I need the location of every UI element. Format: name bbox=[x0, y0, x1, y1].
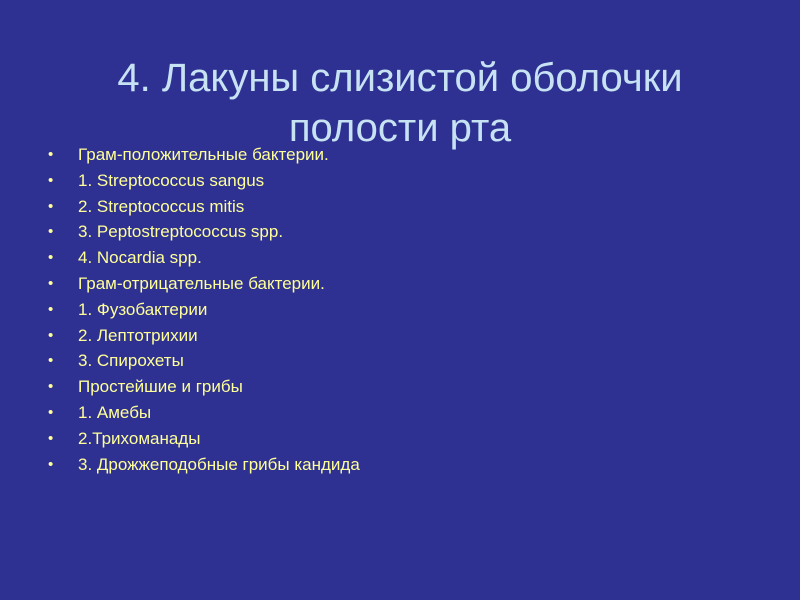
list-item bbox=[48, 245, 360, 271]
list-item bbox=[48, 142, 360, 168]
title-line-1: 4. Лакуны слизистой оболочки bbox=[117, 55, 683, 100]
list-item-text: 3. Peptostreptococcus spp. bbox=[78, 222, 284, 242]
list-item bbox=[48, 168, 360, 194]
bullet-icon: • bbox=[48, 171, 54, 189]
list-item bbox=[48, 194, 360, 220]
bullet-icon: • bbox=[48, 429, 54, 447]
list-item-text: 1. Streptococcus sangus bbox=[78, 170, 265, 190]
list-item-text: 3. Спирохеты bbox=[78, 351, 184, 371]
list-item-text: 3. Дрожжеподобные грибы кандида bbox=[78, 454, 360, 474]
bullet-icon: • bbox=[48, 403, 54, 421]
bullet-list bbox=[48, 142, 360, 477]
list-item-text: Грам-положительные бактерии. bbox=[78, 145, 329, 164]
bullet-icon: • bbox=[48, 455, 54, 473]
list-item-text: 4. Nocardia spp. bbox=[78, 248, 202, 268]
bullet-icon: • bbox=[48, 300, 54, 318]
list-item bbox=[48, 219, 360, 245]
list-item-text: Простейшие и грибы bbox=[78, 377, 243, 397]
list-item bbox=[48, 374, 360, 400]
list-item bbox=[48, 348, 360, 374]
list-item-text: 2.Трихоманады bbox=[78, 428, 201, 448]
list-item-text: 1. Фузобактерии bbox=[78, 299, 208, 319]
bullet-icon: • bbox=[48, 197, 54, 215]
list-item bbox=[48, 400, 360, 426]
bullet-icon: • bbox=[48, 146, 54, 163]
list-item-text: 2. Streptococcus mitis bbox=[78, 196, 245, 216]
bullet-icon: • bbox=[48, 352, 54, 370]
bullet-icon: • bbox=[48, 274, 54, 292]
list-item bbox=[48, 426, 360, 452]
slide-title bbox=[20, 53, 780, 153]
list-item bbox=[48, 271, 360, 297]
title-line-2: полости рта bbox=[288, 105, 512, 150]
list-item-text: 2. Лептотрихии bbox=[78, 325, 198, 345]
bullet-icon: • bbox=[48, 249, 54, 267]
bullet-icon: • bbox=[48, 326, 54, 344]
bullet-icon: • bbox=[48, 223, 54, 241]
bullet-icon: • bbox=[48, 378, 54, 396]
list-item bbox=[48, 297, 360, 323]
list-item bbox=[48, 323, 360, 349]
list-item-text: 1. Амебы bbox=[78, 402, 152, 422]
list-item-text: Грам-отрицательные бактерии. bbox=[78, 273, 325, 293]
list-item bbox=[48, 452, 360, 478]
